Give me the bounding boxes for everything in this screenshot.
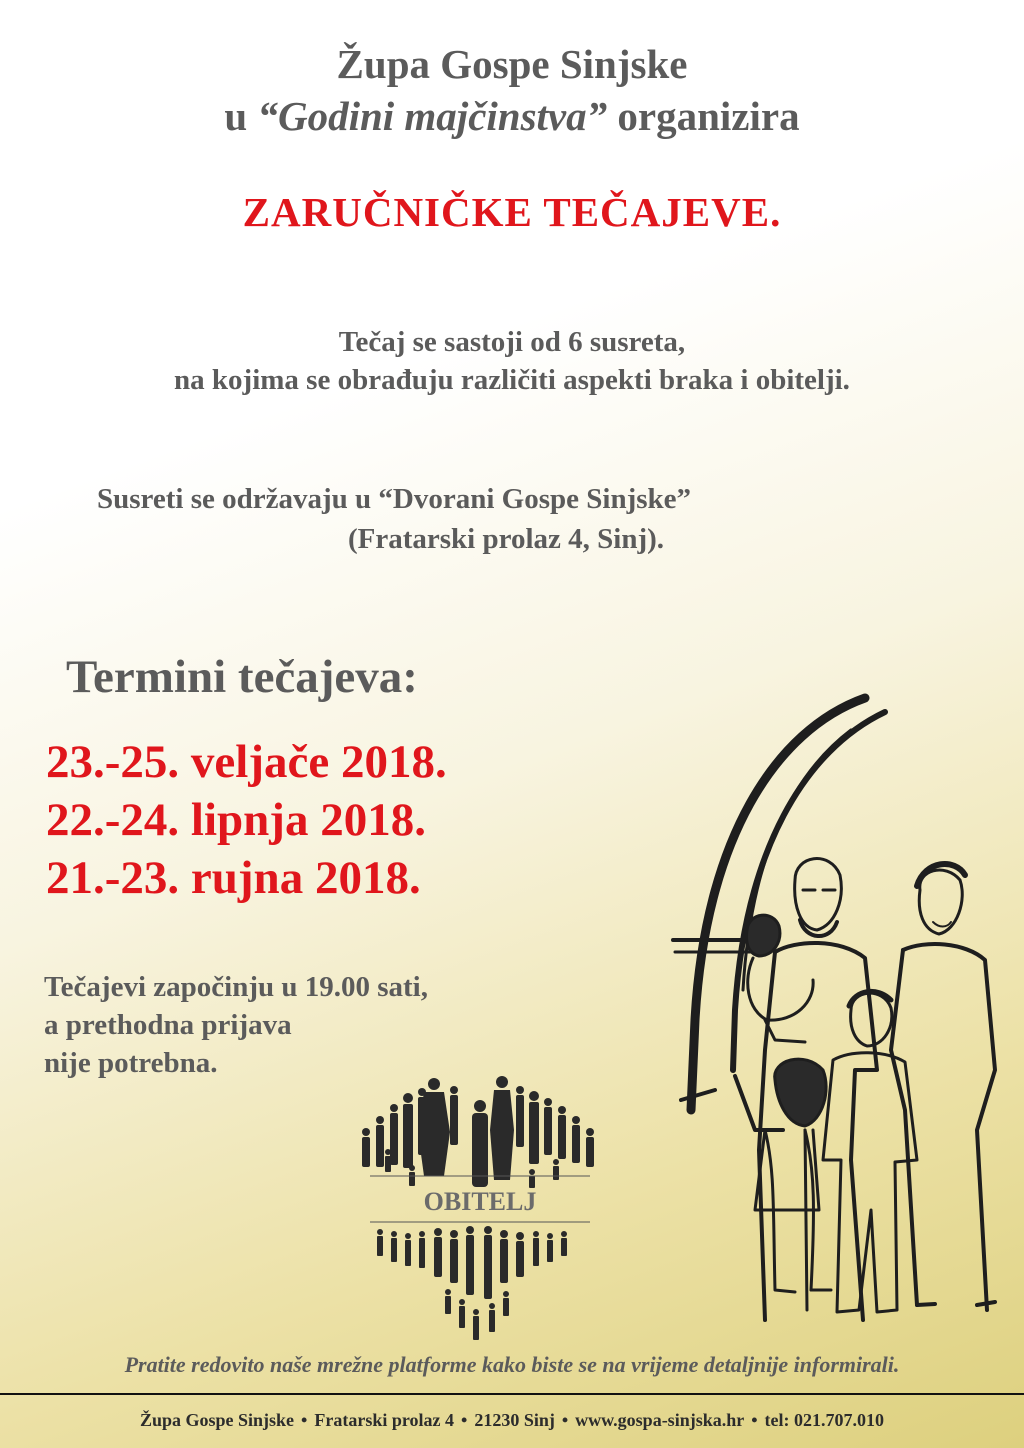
footer-divider bbox=[0, 1393, 1024, 1395]
description-line-1: Tečaj se sastoji od 6 susreta, bbox=[338, 326, 686, 358]
start-info bbox=[44, 968, 428, 1082]
footer-separator: • bbox=[561, 1410, 569, 1430]
venue-line-2: (Fratarski prolaz 4, Sinj). bbox=[348, 523, 665, 555]
logo-label: OBITELJ bbox=[423, 1187, 537, 1216]
parish-name: Župa Gospe Sinjske bbox=[336, 41, 688, 87]
start-info-line-2: a prethodna prijava bbox=[44, 1009, 292, 1041]
footer-separator: • bbox=[751, 1410, 758, 1430]
footer-website: www.gospa-sinjska.hr bbox=[575, 1410, 745, 1430]
schedule-date-2: 22.-24. lipnja 2018. bbox=[46, 794, 426, 846]
start-info-line-1: Tečajevi započinju u 19.00 sati, bbox=[44, 971, 428, 1003]
footer-address: Fratarski prolaz 4 bbox=[314, 1410, 455, 1430]
tagline: Pratite redovito naše mrežne platforme kako biste se na vrijeme detaljnije informirali. bbox=[124, 1352, 900, 1377]
footer-separator: • bbox=[461, 1410, 468, 1430]
venue-line-1: Susreti se održavaju u “Dvorani Gospe Sinjske” bbox=[97, 483, 692, 515]
footer-separator: • bbox=[301, 1410, 308, 1430]
footer-parish: Župa Gospe Sinjske bbox=[139, 1410, 295, 1430]
description-line-2: na kojima se obrađuju različiti aspekti braka i obitelji. bbox=[174, 364, 850, 396]
year-of-motherhood: “Godini majčinstva” bbox=[257, 93, 608, 139]
schedule-date-1: 23.-25. veljače 2018. bbox=[46, 736, 447, 788]
footer-phone: tel: 021.707.010 bbox=[764, 1410, 885, 1430]
schedule-date-3: 21.-23. rujna 2018. bbox=[46, 852, 421, 904]
organizer-line bbox=[0, 90, 1024, 142]
footer-postcode: 21230 Sinj bbox=[474, 1410, 555, 1430]
schedule-heading: Termini tečajeva: bbox=[66, 651, 418, 703]
headline: ZARUČNIČKE TEČAJEVE. bbox=[242, 189, 782, 235]
start-info-line-3: nije potrebna. bbox=[44, 1047, 218, 1079]
family-sketch-icon bbox=[655, 690, 1005, 1340]
footer bbox=[0, 1410, 1024, 1431]
family-heart-icon bbox=[350, 1070, 610, 1350]
organizer-suffix: organizira bbox=[607, 93, 800, 139]
organizer-prefix: u bbox=[224, 93, 258, 139]
course-description bbox=[0, 323, 1024, 399]
